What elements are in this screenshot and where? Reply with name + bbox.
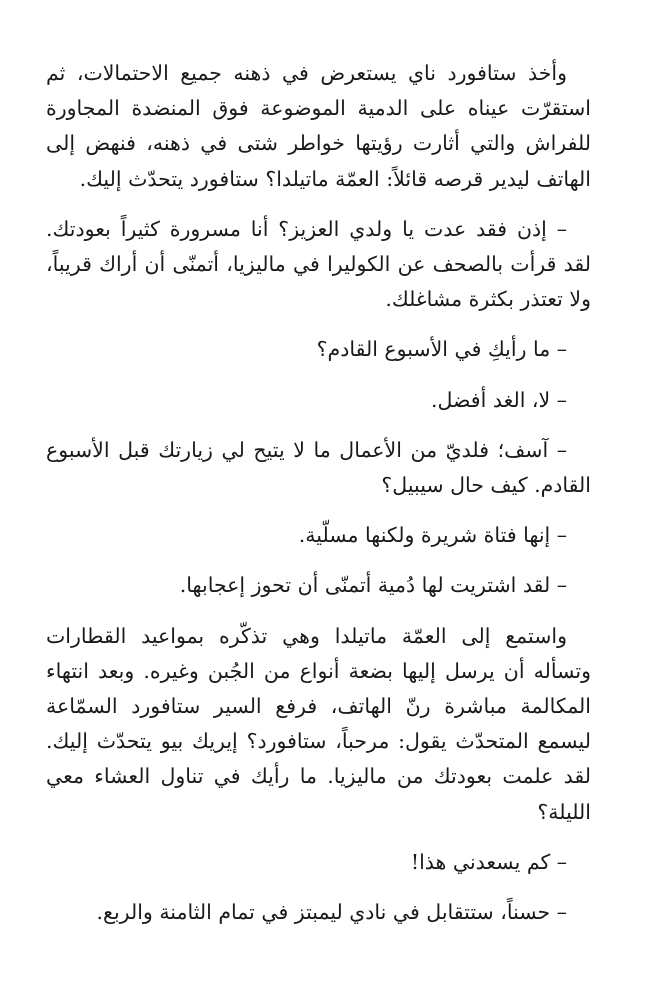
dialogue-line: – إذن فقد عدت يا ولدي العزيز؟ أنا مسرورة كثيراً بعودتك. لقد قرأت بالصحف عن الكوليرا في ماليزيا، أتمنّى أن أراك قريباً، ولا تعتذر بكثرة مشاغلك. [46, 216, 591, 312]
dialogue-line: – لقد اشتريت لها دُمية أتمنّى أن تحوز إعجابها. [179, 573, 567, 598]
dialogue-line: – إنها فتاة شريرة ولكنها مسلّية. [298, 523, 567, 548]
dialogue-line: – حسناً، ستتقابل في نادي ليمبتز في تمام الثامنة والربع. [96, 900, 567, 925]
narrative-paragraph: واستمع إلى العمّة ماتيلدا وهي تذكّره بمواعيد القطارات وتسأله أن يرسل إليها بضعة أنواع من الجُبن وغيره. وبعد انتهاء المكالمة مباشرة رنّ الهاتف، فرفع السير ستافورد السمّاعة ليسمع المتحدّث يقول: مرحباً، ستافورد؟ إيريك بيو يتحدّث إليك. لقد علمت بعودتك من ماليزيا. ما رأيك في تناول العشاء معي الليلة؟ [46, 623, 591, 824]
dialogue-line: – لا، الغد أفضل. [430, 387, 567, 412]
dialogue-line: – آسف؛ فلديّ من الأعمال ما لا يتيح لي زيارتك قبل الأسبوع القادم. كيف حال سيبيل؟ [46, 437, 591, 498]
dialogue-line: – ما رأيكِ في الأسبوع القادم؟ [316, 337, 567, 362]
narrative-paragraph: وأخذ ستافورد ناي يستعرض في ذهنه جميع الاحتمالات، ثم استقرّت عيناه على الدمية الموضوعة فوق المنضدة المجاورة للفراش والتي أثارت رؤيتها خواطر شتى في ذهنه، فنهض إلى الهاتف ليدير قرصه قائلاً: العمّة ماتيلدا؟ ستافورد يتحدّث إليك. [46, 61, 591, 191]
dialogue-line: – كم يسعدني هذا! [410, 849, 567, 874]
